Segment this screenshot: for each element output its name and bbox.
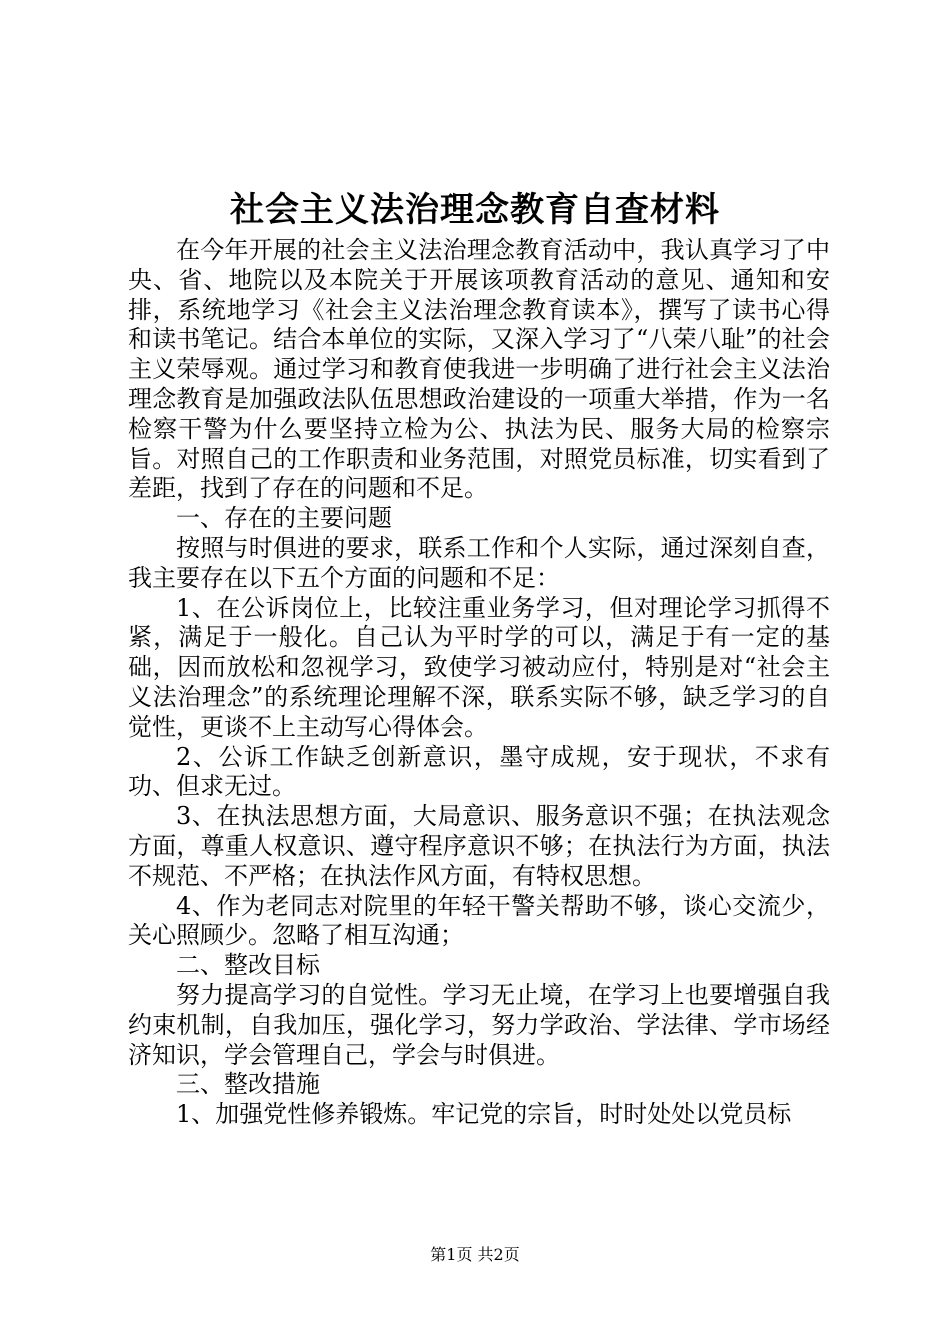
paragraph-problem-3: 3、在执法思想方面，大局意识、服务意识不强；在执法观念方面，尊重人权意识、遵守程序意识不够；在执法行为方面，执法不规范、不严格；在执法作风方面，有特权思想。: [128, 802, 830, 890]
paragraph-goals: 努力提高学习的自觉性。学习无止境，在学习上也要增强自我约束机制，自我加压，强化学习，努力学政治、学法律、学市场经济知识，学会管理自己，学会与时俱进。: [128, 980, 830, 1069]
paragraph-problem-4: 4、作为老同志对院里的年轻干警关帮助不够，谈心交流少，关心照顾少。忽略了相互沟通；: [128, 891, 830, 950]
paragraph-problem-2: 2、公诉工作缺乏创新意识，墨守成规，安于现状，不求有功、但求无过。: [128, 742, 830, 801]
paragraph-measure-1: 1、加强党性修养锻炼。牢记党的宗旨，时时处处以党员标: [176, 1100, 792, 1129]
page-footer: 第1页 共2页: [430, 1245, 520, 1264]
paragraph-intro: 在今年开展的社会主义法治理念教育活动中，我认真学习了中央、省、地院以及本院关于开展该项教育活动的意见、通知和安排，系统地学习《社会主义法治理念教育读本》，撰写了读书心得和读书笔记。结合本单位的实际，又深入学习了“八荣八耻”的社会主义荣辱观。通过学习和教育使我进一步明确了进行社会主义法治理念教育是加强政法队伍思想政治建设的一项重大举措，作为一名检察干警为什么要坚持立检为公、执法为民、服务大局的检察宗旨。对照自己的工作职责和业务范围，对照党员标准，切实看到了差距，找到了存在的问题和不足。: [128, 236, 830, 503]
paragraph-problem-1: 1、在公诉岗位上，比较注重业务学习，但对理论学习抓得不紧，满足于一般化。自己认为平时学的可以，满足于有一定的基础，因而放松和忽视学习，致使学习被动应付，特别是对“社会主义法治理念”的系统理论理解不深，联系实际不够，缺乏学习的自觉性，更谈不上主动写心得体会。: [128, 593, 830, 741]
document-title: 社会主义法治理念教育自查材料: [230, 190, 720, 230]
section-heading-measures: 三、整改措施: [176, 1070, 320, 1099]
paragraph-problems-intro: 按照与时俱进的要求，联系工作和个人实际，通过深刻自查，我主要存在以下五个方面的问题和不足：: [128, 533, 830, 592]
section-heading-problems: 一、存在的主要问题: [176, 504, 392, 533]
document-body: [128, 236, 830, 1130]
section-heading-goals: 二、整改目标: [176, 951, 320, 980]
